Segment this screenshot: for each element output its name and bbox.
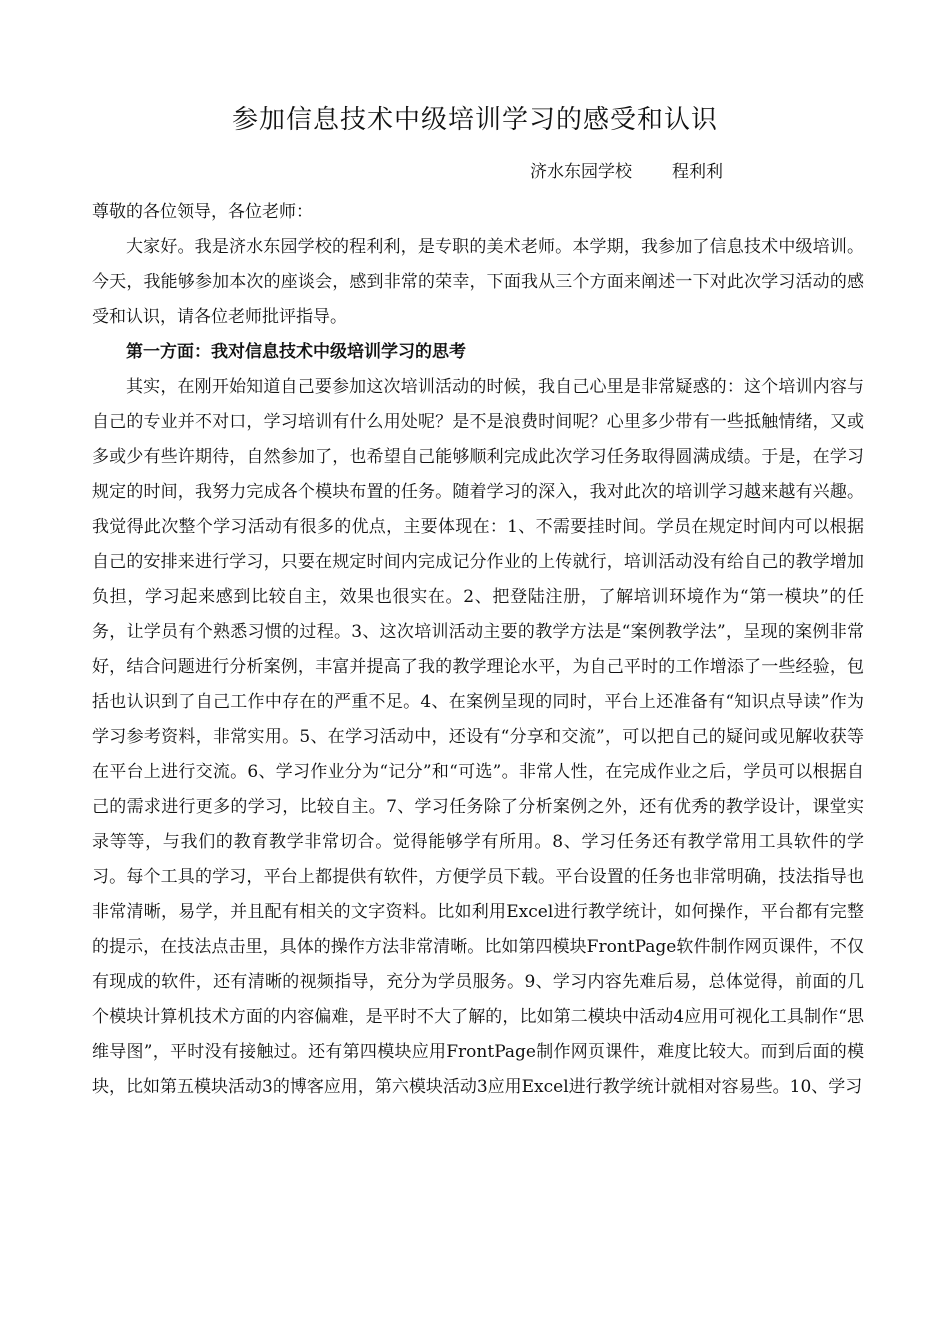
section-heading: 第一方面：我对信息技术中级培训学习的思考 [126, 342, 466, 362]
intro-paragraph: 大家好。我是济水东园学校的程利利，是专职的美术老师。本学期，我参加了信息技术中级培训。今天，我能够参加本次的座谈会，感到非常的荣幸，下面我从三个方面来阐述一下对此次学习活动的感受和认识，请各位老师批评指导。 [92, 237, 864, 327]
byline-author: 程利利 [672, 162, 723, 182]
byline [530, 158, 723, 186]
document-body [92, 195, 864, 1105]
byline-school: 济水东园学校 [530, 162, 632, 182]
salutation: 尊敬的各位领导，各位老师： [92, 202, 313, 222]
section-paragraph: 其实，在刚开始知道自己要参加这次培训活动的时候，我自己心里是非常疑惑的：这个培训内容与自己的专业并不对口，学习培训有什么用处呢？是不是浪费时间呢？心里多少带有一些抵触情绪，又或多或少有些许期待，自然参加了，也希望自己能够顺利完成此次学习任务取得圆满成绩。于是，在学习规定的时间，我努力完成各个模块布置的任务。随着学习的深入，我对此次的培训学习越来越有兴趣。我觉得此次整个学习活动有很多的优点，主要体现在：1、不需要挂时间。学员在规定时间内可以根据自己的安排来进行学习，只要在规定时间内完成记分作业的上传就行，培训活动没有给自己的教学增加负担，学习起来感到比较自主，效果也很实在。2、把登陆注册，了解培训环境作为“第一模块”的任务，让学员有个熟悉习惯的过程。3、这次培训活动主要的教学方法是“案例教学法”，呈现的案例非常好，结合问题进行分析案例，丰富并提高了我的教学理论水平，为自己平时的工作增添了一些经验，包括也认识到了自己工作中存在的严重不足。4、在案例呈现的同时，平台上还准备有“知识点导读”作为学习参考资料，非常实用。5、在学习活动中，还设有“分享和交流”，可以把自己的疑问或见解收获等在平台上进行交流。6、学习作业分为“记分”和“可选”。非常人性，在完成作业之后，学员可以根据自己的需求进行更多的学习，比较自主。7、学习任务除了分析案例之外，还有优秀的教学设计，课堂实录等等，与我们的教育教学非常切合。觉得能够学有所用。8、学习任务还有教学常用工具软件的学习。每个工具的学习，平台上都提供有软件，方便学员下载。平台设置的任务也非常明确，技法指导也非常清晰，易学，并且配有相关的文字资料。比如利用Excel进行教学统计，如何操作，平台都有完整的提示，在技法点击里，具体的操作方法非常清晰。比如第四模块FrontPage软件制作网页课件，不仅有现成的软件，还有清晰的视频指导，充分为学员服务。9、学习内容先难后易，总体觉得，前面的几个模块计算机技术方面的内容偏难，是平时不大了解的，比如第二模块中活动4应用可视化工具制作“思维导图”，平时没有接触过。还有第四模块应用FrontPage制作网页课件，难度比较大。而到后面的模块，比如第五模块活动3的博客应用，第六模块活动3应用Excel进行教学统计就相对容易些。10、学习 [92, 377, 864, 1097]
document-title: 参加信息技术中级培训学习的感受和认识 [231, 105, 718, 135]
